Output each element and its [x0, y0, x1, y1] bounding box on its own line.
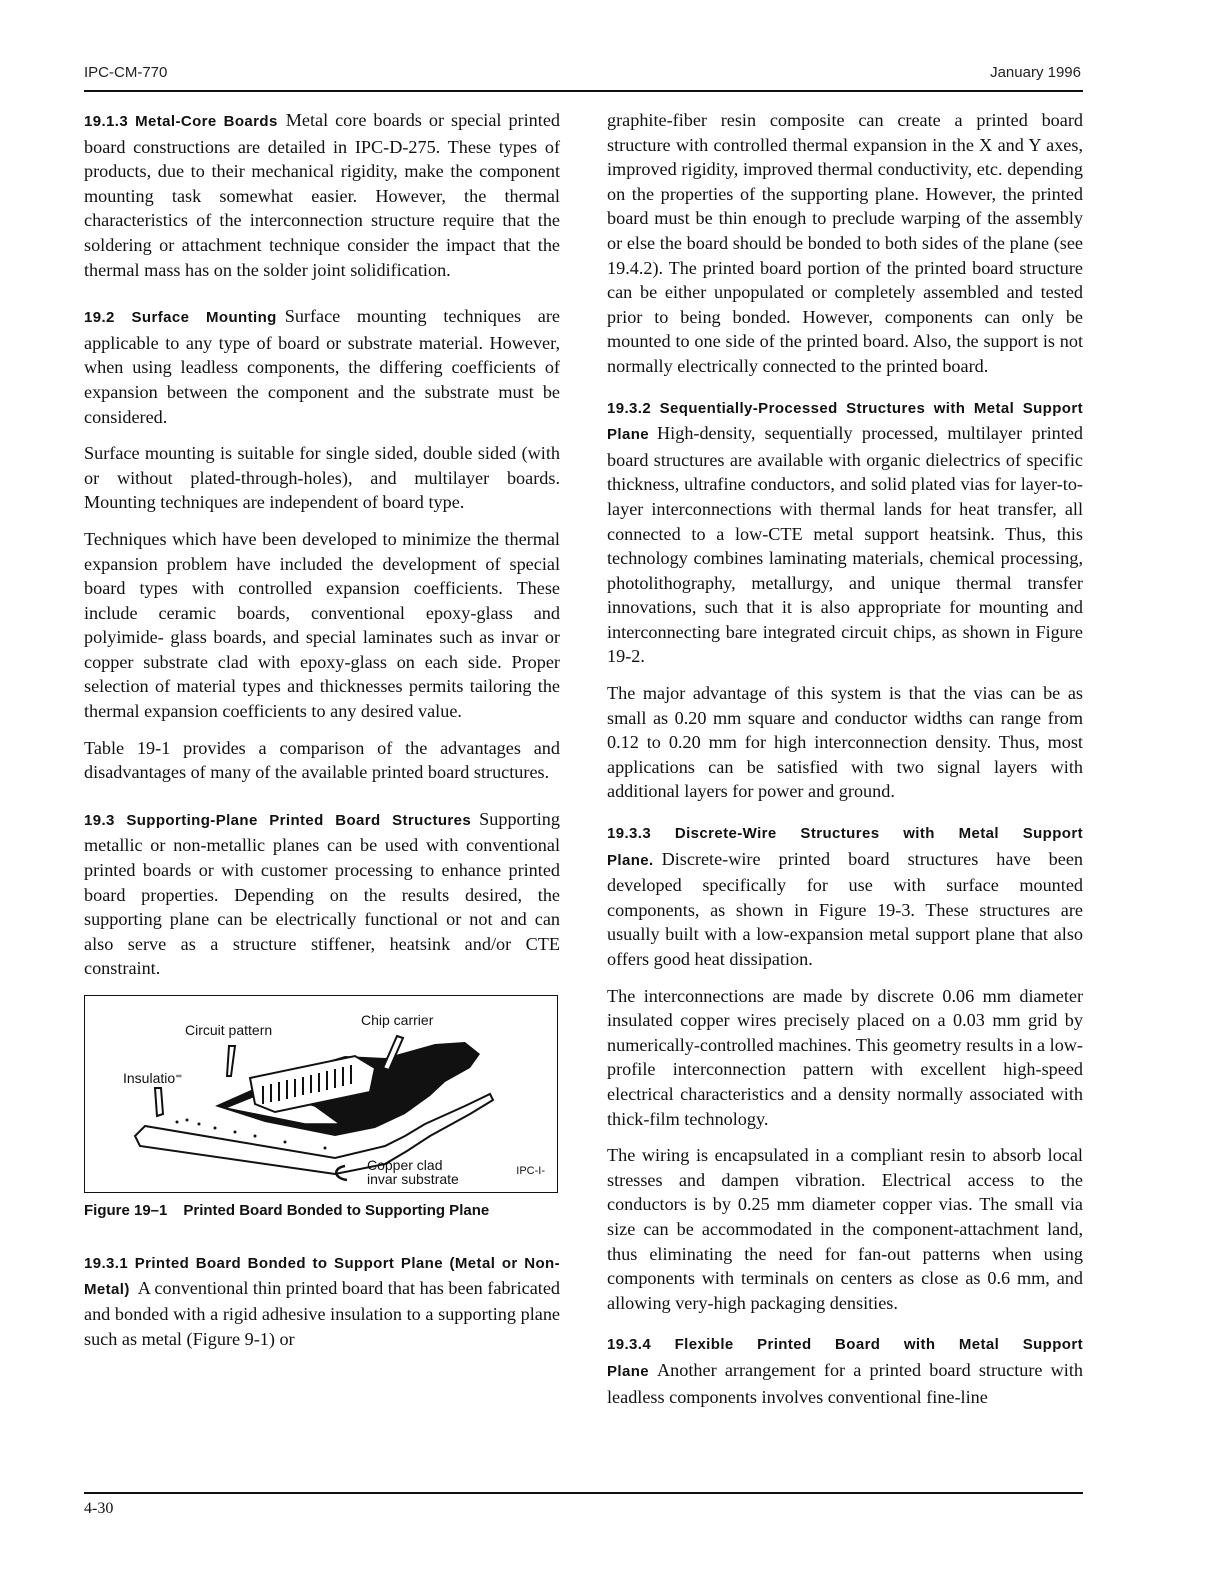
paragraph: The major advantage of this system is that the vias can be as small as 0.20 mm square and conductor widths can range from 0.12 to 0.20 mm for high interconnection density. Thus, most applications can be satisfied with two signal layers with additional layers for power and ground. — [607, 683, 1083, 802]
section-19-2 — [84, 304, 560, 429]
page-number: 4-30 — [84, 1500, 114, 1517]
figure-caption-title: Printed Board Bonded to Supporting Plane — [183, 1202, 490, 1219]
section-heading: 19.1.3 Metal-Core Boards — [84, 113, 278, 130]
label-circuit-pattern: Circuit pattern — [185, 1022, 273, 1038]
label-insulation: Insulatio⁼ — [123, 1070, 183, 1086]
section-text: High-density, sequentially processed, multilayer printed board structures are available with organic dielectrics of specific thickness, ultrafine conductors, and solid plated vias for layer-to-layer interconnections with thermal lands for heat transfer, all connected to a low-CTE metal support heatsink. Thus, this technology combines laminating materials, chemical processing, photolithography, metallurgy, and unique thermal transfer innovations, such that it is also appropriate for mounting and interconnecting bare integrated circuit chips, as shown in Figure 19-2. — [607, 423, 1083, 667]
label-copper-clad-line1: Copper clad — [367, 1157, 443, 1173]
section-19-3-3 — [607, 820, 1083, 972]
figure-19-1 — [84, 995, 558, 1193]
paragraph: Table 19-1 provides a comparison of the advantages and disadvantages of many of the available printed board structures. — [84, 737, 560, 783]
section-text: A conventional thin printed board that has been fabricated and bonded with a rigid adhesive insulation to a supporting plane such as metal (Figure 9-1) or — [84, 1277, 560, 1349]
header-date: January 1996 — [990, 64, 1081, 81]
label-copper-clad-line2: invar substrate — [367, 1171, 459, 1187]
section-text: Supporting metallic or non-metallic planes can be used with conventional printed boards or with customer processing to enhance printed board properties. Depending on the results desired, the supporting plane can be electrically functional or not and can also serve as a structure stiffener, heatsink and/or CTE constraint. — [84, 808, 560, 979]
section-19-1-3 — [84, 108, 560, 282]
section-heading: 19.3.1 Printed Board Bonded to Support Plane (Metal or Non-Metal) — [84, 1254, 560, 1298]
section-19-3-1 — [84, 1250, 560, 1352]
label-copper-clad — [367, 1158, 459, 1186]
right-column — [607, 108, 1083, 1421]
paragraph: graphite-fiber resin composite can create a printed board structure with controlled thermal expansion in the X and Y axes, improved rigidity, improved thermal conductivity, etc. depending on the properties of the supporting plane. However, the printed board must be thin enough to preclude warping of the assembly or else the board should be bonded to both sides of the plane (see 19.4.2). The printed board portion of the printed board structure can be either unpopulated or completely assembled and tested prior to being bonded. However, components can only be mounted to one side of the printed board. Also, the support is not normally electrically connected to the printed board. — [607, 110, 1083, 376]
header-doc-id: IPC-CM-770 — [84, 64, 168, 81]
left-column — [84, 108, 560, 1364]
section-19-3-4 — [607, 1331, 1083, 1409]
paragraph: The interconnections are made by discrete 0.06 mm diameter insulated copper wires precisely placed on a 0.03 mm grid by numerically-controlled machines. This geometry results in a low-profile interconnection pattern with excellent high-speed electrical characteristics and a density normally associated with thick-film technology. — [607, 985, 1083, 1129]
label-chip-carrier: Chip carrier — [361, 1012, 434, 1028]
section-19-3-2 — [607, 395, 1083, 670]
section-text: Metal core boards or special printed board constructions are detailed in IPC-D-275. These types of products, due to their mechanical rigidity, make the component mounting task somewhat easier. However, the thermal characteristics of the interconnection structure require that the soldering or attachment technique consider the impact that the thermal mass has on the solder joint solidification. — [84, 110, 560, 280]
section-heading: 19.3.2 Sequentially-Processed Structures with Metal Support Plane — [607, 399, 1083, 444]
section-heading: 19.2 Surface Mounting — [84, 309, 277, 327]
section-heading: 19.3 Supporting-Plane Printed Board Structures — [84, 811, 472, 829]
section-19-3 — [84, 807, 560, 981]
section-heading: 19.3.4 Flexible Printed Board with Metal Support Plane — [607, 1336, 1083, 1380]
figure-id: IPC-I- — [516, 1165, 545, 1178]
paragraph: Techniques which have been developed to minimize the thermal expansion problem have included the development of special board types with controlled expansion coefficients. These include ceramic boards, conventional epoxy-glass and polyimide- glass boards, and special laminates such as invar or copper substrate clad with epoxy-glass on each side. Proper selection of material types and thicknesses permits tailoring the thermal expansion coefficients to any desired value. — [84, 528, 560, 722]
section-text: Surface mounting techniques are applicable to any type of board or substrate material. However, when using leadless components, the differing coefficients of expansion between the component and the substrate must be considered. — [84, 306, 560, 427]
figure-caption-number: Figure 19–1 — [84, 1202, 168, 1219]
footer-rule — [84, 1492, 1083, 1494]
section-text: Another arrangement for a printed board structure with leadless components involves conventional fine-line — [607, 1359, 1083, 1407]
board-illustration — [85, 996, 557, 1192]
paragraph: Surface mounting is suitable for single sided, double sided (with or without plated-through-holes), and multilayer boards. Mounting techniques are independent of board type. — [84, 443, 560, 513]
paragraph: The wiring is encapsulated in a compliant resin to absorb local stresses and dampen vibration. Electrical access to the conductors is by 0.25 mm diameter copper vias. The small via size can be accommodated in the component-attachment land, thus eliminating the need for fan-out patterns when using components with terminals on centers as close as 0.6 mm, and allowing very-high packaging densities. — [607, 1145, 1083, 1313]
section-heading: 19.3.3 Discrete-Wire Structures with Metal Support Plane. — [607, 825, 1083, 869]
figure-caption — [84, 1199, 560, 1224]
section-text: Discrete-wire printed board structures have been developed specifically for use with surface mounted components, as shown in Figure 19-3. These structures are usually built with a low-expansion metal support plane that also offers good heat dissipation. — [607, 848, 1083, 969]
header-rule — [84, 90, 1083, 92]
